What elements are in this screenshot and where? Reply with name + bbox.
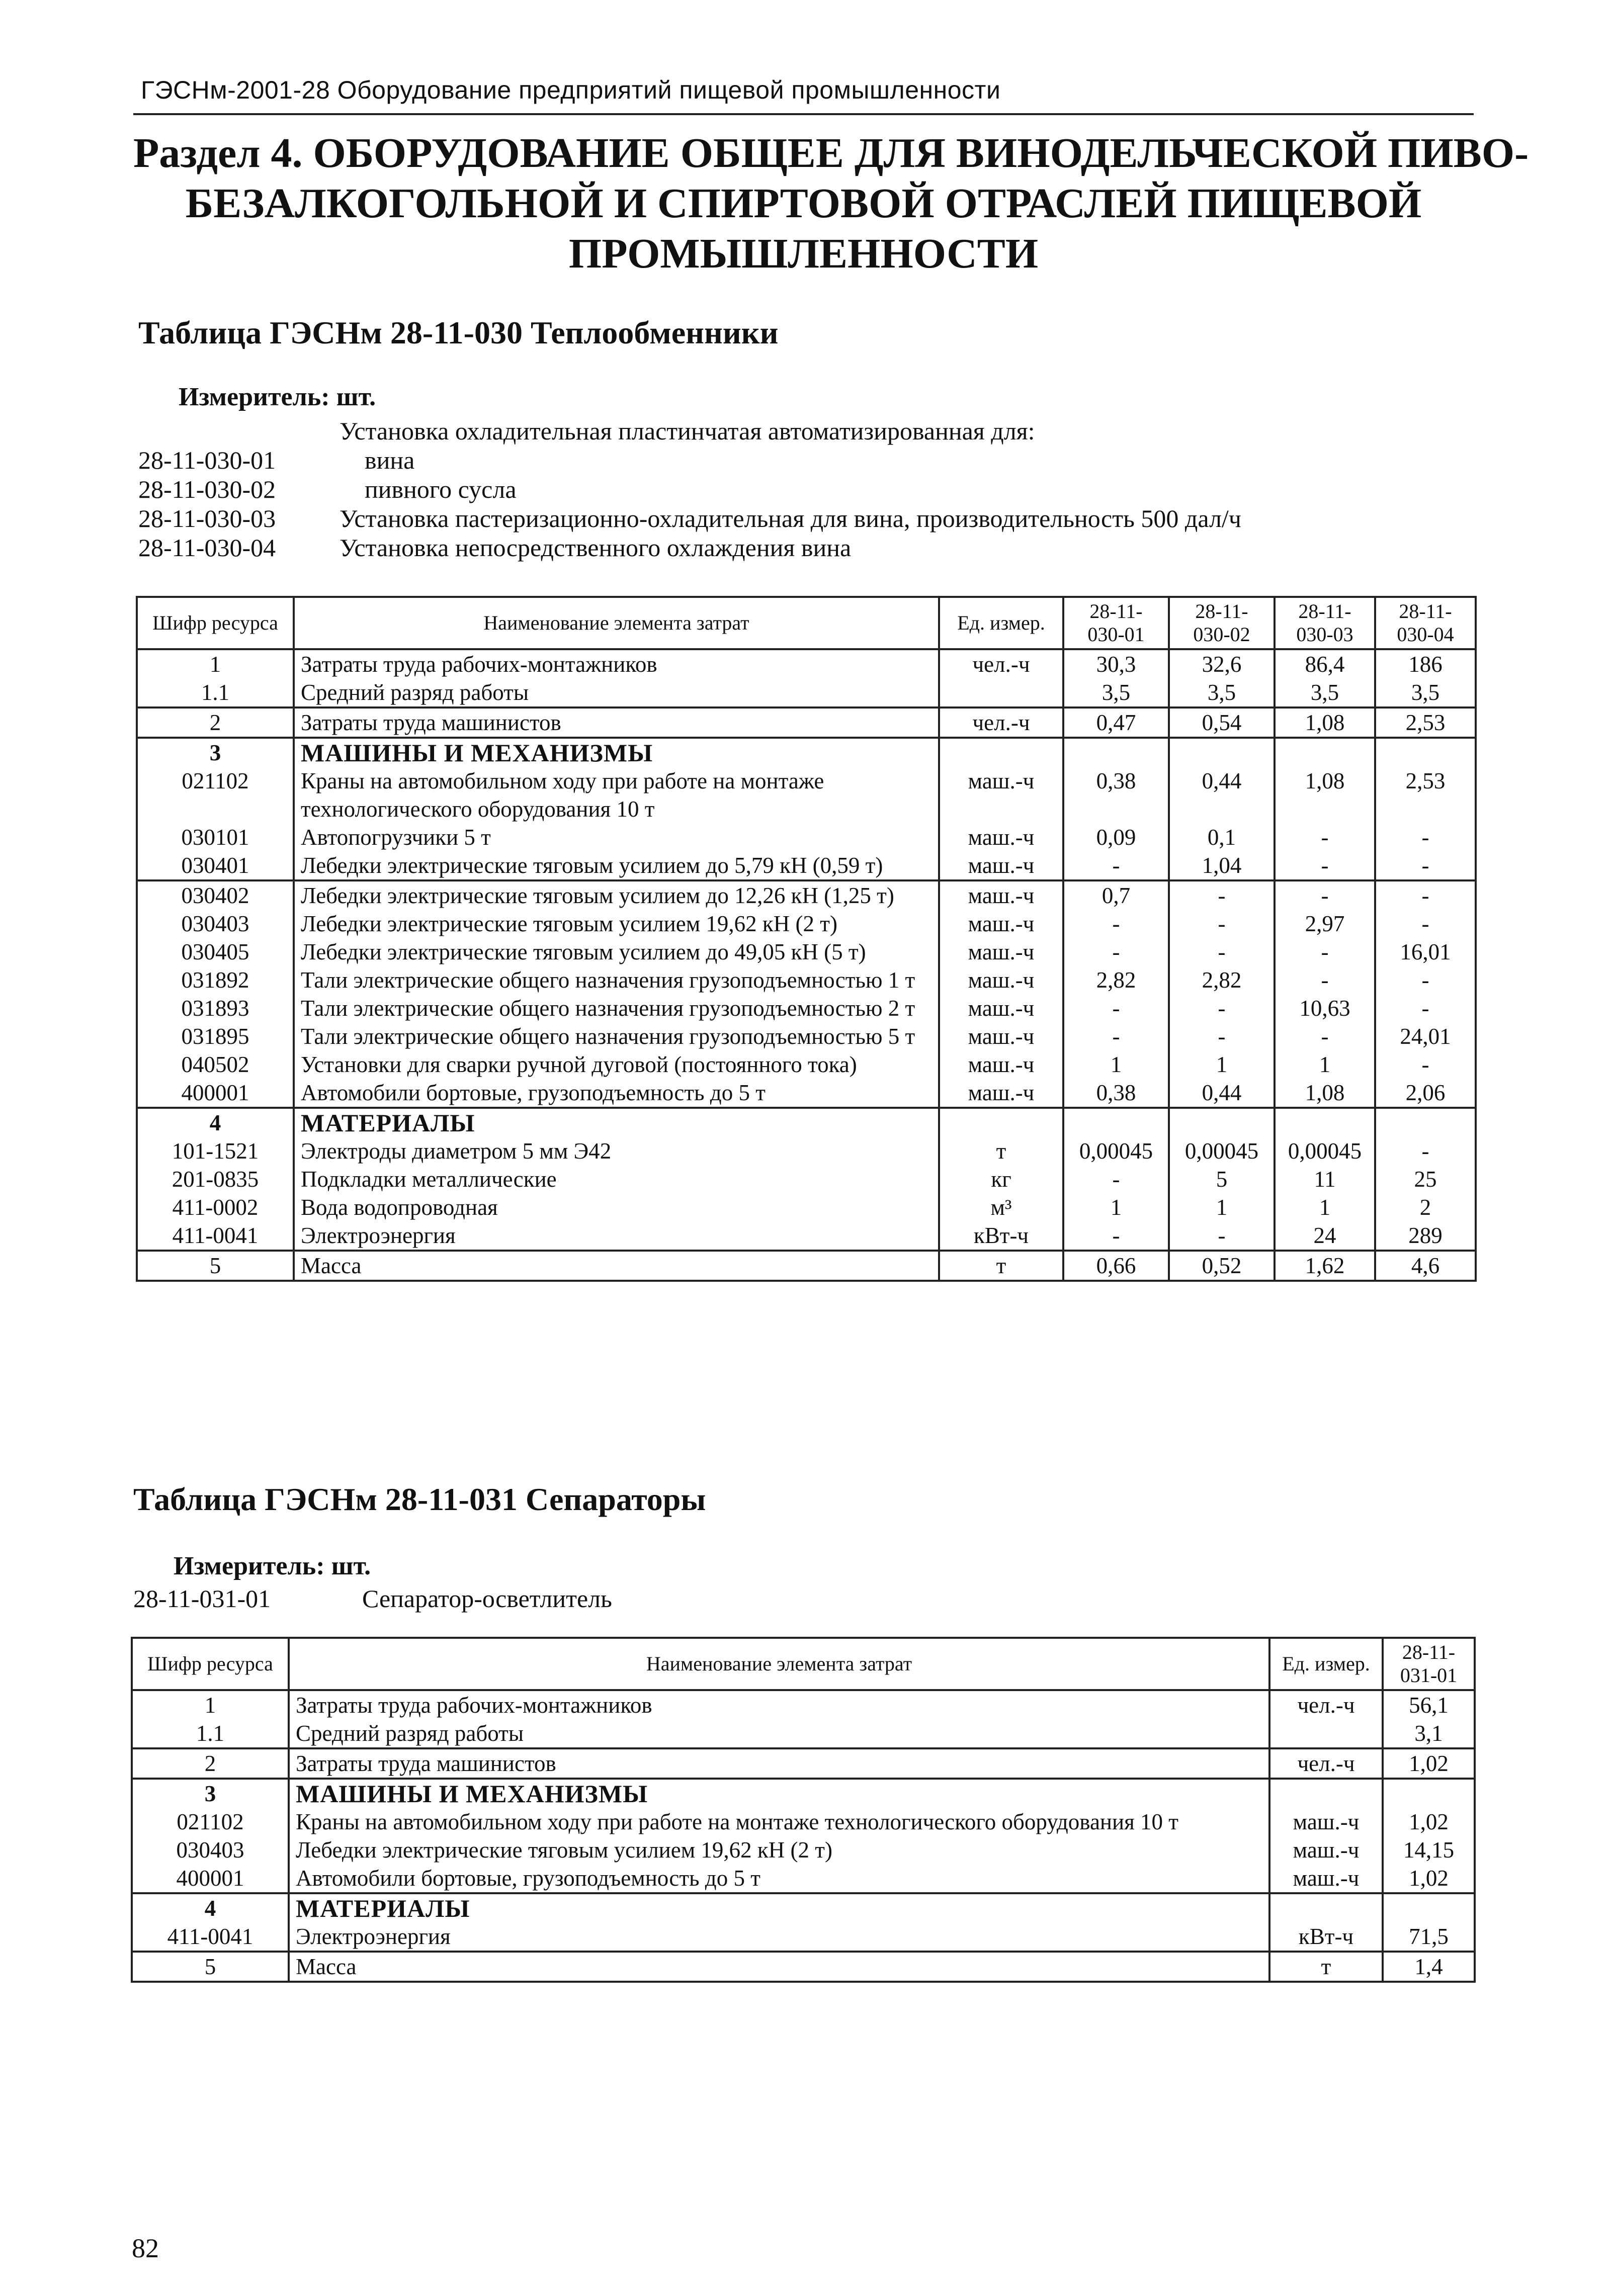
resource-value: 25 xyxy=(1375,1165,1476,1193)
resource-value: 0,47 xyxy=(1063,708,1169,738)
column-header: Наименование элемента затрат xyxy=(294,597,939,649)
resource-unit xyxy=(1269,1779,1383,1808)
definition-row xyxy=(138,504,1471,533)
resource-unit: маш.-ч xyxy=(1269,1808,1383,1836)
resource-value: - xyxy=(1375,966,1476,994)
resource-value: - xyxy=(1375,880,1476,910)
resource-name: МАТЕРИАЛЫ xyxy=(289,1893,1269,1922)
resource-value: 186 xyxy=(1375,649,1476,678)
resource-value: 1,08 xyxy=(1275,708,1375,738)
table-row xyxy=(137,1221,1476,1251)
category-row xyxy=(132,1893,1475,1922)
resource-value: - xyxy=(1169,1022,1275,1050)
resource-name: Лебедки электрические тяговым усилием до 49,05 кН (5 т) xyxy=(294,938,939,966)
resource-value: - xyxy=(1375,823,1476,851)
resource-code: 3 xyxy=(132,1779,289,1808)
resource-unit: маш.-ч xyxy=(1269,1836,1383,1864)
resource-value: 16,01 xyxy=(1375,938,1476,966)
column-header: 28-11- 031-01 xyxy=(1383,1638,1475,1690)
resource-code: 411-0002 xyxy=(137,1193,294,1221)
table-row xyxy=(137,678,1476,708)
resource-name: Лебедки электрические тяговым усилием 19,62 кН (2 т) xyxy=(294,910,939,938)
table-row xyxy=(132,1922,1475,1952)
table-row xyxy=(137,1193,1476,1221)
resource-name: Краны на автомобильном ходу при работе на монтаже технологического оборудования 10 т xyxy=(289,1808,1269,1836)
resource-value: - xyxy=(1375,851,1476,880)
resource-value: 1 xyxy=(1275,1193,1375,1221)
resource-value: - xyxy=(1063,910,1169,938)
resource-value xyxy=(1063,1108,1169,1137)
resource-value: 1 xyxy=(1063,1193,1169,1221)
resource-name: Лебедки электрические тяговым усилием 19,62 кН (2 т) xyxy=(289,1836,1269,1864)
resource-unit xyxy=(1269,1719,1383,1748)
resource-name: Средний разряд работы xyxy=(294,678,939,708)
resource-value: - xyxy=(1375,1137,1476,1165)
resource-name: Масса xyxy=(294,1251,939,1281)
resource-value xyxy=(1169,1108,1275,1137)
resource-value: 32,6 xyxy=(1169,649,1275,678)
definition-text: вина xyxy=(365,446,415,474)
resource-value: 0,66 xyxy=(1063,1251,1169,1281)
resource-name: Подкладки металлические xyxy=(294,1165,939,1193)
resource-unit: маш.-ч xyxy=(939,880,1063,910)
table2-meter: Измеритель: шт. xyxy=(174,1552,371,1580)
resource-value xyxy=(1275,738,1375,767)
definition-row xyxy=(138,475,1471,504)
resource-code: 1.1 xyxy=(137,678,294,708)
resource-unit: маш.-ч xyxy=(939,994,1063,1022)
resource-value: 289 xyxy=(1375,1221,1476,1251)
table-row xyxy=(137,1251,1476,1281)
resource-name: Затраты труда машинистов xyxy=(289,1748,1269,1779)
resource-value: - xyxy=(1169,880,1275,910)
table2-definitions xyxy=(133,1584,1466,1613)
resource-code: 4 xyxy=(137,1108,294,1137)
resource-code: 400001 xyxy=(137,1079,294,1108)
resource-value: 1 xyxy=(1275,1050,1375,1079)
resource-value: - xyxy=(1169,910,1275,938)
resource-name: МАШИНЫ И МЕХАНИЗМЫ xyxy=(294,738,939,767)
resource-value: - xyxy=(1275,1022,1375,1050)
table-row xyxy=(132,1748,1475,1779)
resource-unit: кг xyxy=(939,1165,1063,1193)
resource-value: - xyxy=(1063,938,1169,966)
resource-value: 3,5 xyxy=(1063,678,1169,708)
column-header: 28-11- 030-03 xyxy=(1275,597,1375,649)
column-header: 28-11- 030-01 xyxy=(1063,597,1169,649)
resource-value: 1 xyxy=(1169,1193,1275,1221)
resource-value: 1,08 xyxy=(1275,767,1375,823)
resource-name: Затраты труда рабочих-монтажников xyxy=(294,649,939,678)
running-header: ГЭСНм-2001-28 Оборудование предприятий пищевой промышленности xyxy=(141,76,1001,104)
resource-value xyxy=(1383,1893,1475,1922)
resource-value: 0,38 xyxy=(1063,767,1169,823)
resource-value: 11 xyxy=(1275,1165,1375,1193)
column-header: 28-11- 030-04 xyxy=(1375,597,1476,649)
resource-unit: маш.-ч xyxy=(939,1079,1063,1108)
resource-value: 10,63 xyxy=(1275,994,1375,1022)
resource-name: Затраты труда рабочих-монтажников xyxy=(289,1690,1269,1719)
resource-value: - xyxy=(1275,966,1375,994)
table1-header-row xyxy=(137,597,1476,649)
resource-value: 56,1 xyxy=(1383,1690,1475,1719)
resource-unit: т xyxy=(939,1137,1063,1165)
resource-value: 1 xyxy=(1169,1050,1275,1079)
resource-unit: маш.-ч xyxy=(939,966,1063,994)
resource-code: 1 xyxy=(132,1690,289,1719)
table2-resources xyxy=(131,1637,1476,1983)
resource-name: Тали электрические общего назначения грузоподъемностью 1 т xyxy=(294,966,939,994)
definition-row xyxy=(133,1584,1466,1613)
resource-value: 5 xyxy=(1169,1165,1275,1193)
table-row xyxy=(132,1836,1475,1864)
definition-text: пивного сусла xyxy=(365,475,517,503)
table-row xyxy=(132,1952,1475,1982)
resource-code: 031895 xyxy=(137,1022,294,1050)
resource-code: 030101 xyxy=(137,823,294,851)
table-row xyxy=(132,1719,1475,1748)
table-row xyxy=(137,994,1476,1022)
column-header: Шифр ресурса xyxy=(137,597,294,649)
resource-unit xyxy=(1269,1893,1383,1922)
table2-heading: Таблица ГЭСНм 28-11-031 Сепараторы xyxy=(133,1481,706,1517)
resource-name: Средний разряд работы xyxy=(289,1719,1269,1748)
resource-unit: чел.-ч xyxy=(939,649,1063,678)
resource-value: - xyxy=(1169,938,1275,966)
resource-value: - xyxy=(1375,994,1476,1022)
resource-value xyxy=(1063,738,1169,767)
table-row xyxy=(132,1864,1475,1893)
resource-code: 2 xyxy=(137,708,294,738)
definition-text: Установка охладительная пластинчатая автоматизированная для: xyxy=(340,417,1035,445)
resource-value: - xyxy=(1169,994,1275,1022)
definition-text: Установка непосредственного охлаждения вина xyxy=(340,534,852,562)
definition-code: 28-11-030-01 xyxy=(138,446,276,474)
table1-resources xyxy=(136,596,1477,1282)
column-header: Ед. измер. xyxy=(939,597,1063,649)
page-number: 82 xyxy=(132,2233,159,2263)
resource-value: 71,5 xyxy=(1383,1922,1475,1952)
resource-code: 400001 xyxy=(132,1864,289,1893)
resource-value: 0,7 xyxy=(1063,880,1169,910)
resource-code: 030405 xyxy=(137,938,294,966)
table-row xyxy=(137,880,1476,910)
resource-name: Тали электрические общего назначения грузоподъемностью 5 т xyxy=(294,1022,939,1050)
resource-code: 3 xyxy=(137,738,294,767)
resource-code: 031893 xyxy=(137,994,294,1022)
resource-value: 0,44 xyxy=(1169,1079,1275,1108)
resource-unit: маш.-ч xyxy=(939,1050,1063,1079)
resource-value: 1,02 xyxy=(1383,1808,1475,1836)
definition-code: 28-11-030-03 xyxy=(138,504,276,533)
definition-text: Установка пастеризационно-охладительная для вина, производительность 500 дал/ч xyxy=(340,504,1241,533)
resource-code: 030403 xyxy=(132,1836,289,1864)
table2-header-row xyxy=(132,1638,1475,1690)
resource-value: 1,62 xyxy=(1275,1251,1375,1281)
resource-value: - xyxy=(1275,851,1375,880)
resource-code: 1.1 xyxy=(132,1719,289,1748)
resource-code: 411-0041 xyxy=(137,1221,294,1251)
resource-value: - xyxy=(1375,910,1476,938)
resource-unit: кВт-ч xyxy=(939,1221,1063,1251)
resource-name: Электроды диаметром 5 мм Э42 xyxy=(294,1137,939,1165)
resource-unit: маш.-ч xyxy=(939,767,1063,823)
resource-value: 1 xyxy=(1063,1050,1169,1079)
column-header: 28-11- 030-02 xyxy=(1169,597,1275,649)
resource-value: 1,02 xyxy=(1383,1864,1475,1893)
resource-value: 30,3 xyxy=(1063,649,1169,678)
resource-value: - xyxy=(1169,1221,1275,1251)
resource-name: Автомобили бортовые, грузоподъемность до 5 т xyxy=(289,1864,1269,1893)
resource-value: 24 xyxy=(1275,1221,1375,1251)
resource-value: 0,09 xyxy=(1063,823,1169,851)
resource-value: 4,6 xyxy=(1375,1251,1476,1281)
resource-value xyxy=(1169,738,1275,767)
resource-value: - xyxy=(1063,851,1169,880)
resource-value: 0,38 xyxy=(1063,1079,1169,1108)
resource-name: Затраты труда машинистов xyxy=(294,708,939,738)
resource-value: 24,01 xyxy=(1375,1022,1476,1050)
resource-value: 0,00045 xyxy=(1169,1137,1275,1165)
resource-value: 2 xyxy=(1375,1193,1476,1221)
resource-code: 021102 xyxy=(137,767,294,823)
resource-unit xyxy=(939,678,1063,708)
resource-value: 3,1 xyxy=(1383,1719,1475,1748)
resource-unit: маш.-ч xyxy=(1269,1864,1383,1893)
resource-name: Установки для сварки ручной дуговой (постоянного тока) xyxy=(294,1050,939,1079)
table-row xyxy=(137,823,1476,851)
resource-value: - xyxy=(1063,994,1169,1022)
table1-definitions xyxy=(138,416,1471,562)
resource-value: 2,82 xyxy=(1063,966,1169,994)
resource-value: 1,04 xyxy=(1169,851,1275,880)
resource-name: Тали электрические общего назначения грузоподъемностью 2 т xyxy=(294,994,939,1022)
resource-value xyxy=(1375,1108,1476,1137)
resource-unit: чел.-ч xyxy=(1269,1690,1383,1719)
table-row xyxy=(137,1022,1476,1050)
resource-unit: маш.-ч xyxy=(939,851,1063,880)
resource-code: 031892 xyxy=(137,966,294,994)
resource-value: 0,54 xyxy=(1169,708,1275,738)
table1-meter: Измеритель: шт. xyxy=(179,383,376,411)
resource-value: 0,00045 xyxy=(1275,1137,1375,1165)
resource-unit: кВт-ч xyxy=(1269,1922,1383,1952)
resource-unit: маш.-ч xyxy=(939,1022,1063,1050)
resource-name: МАШИНЫ И МЕХАНИЗМЫ xyxy=(289,1779,1269,1808)
section-title-line: Раздел 4. ОБОРУДОВАНИЕ ОБЩЕЕ ДЛЯ ВИНОДЕЛЬЧЕСКОЙ ПИВО- xyxy=(133,130,1529,176)
resource-unit: маш.-ч xyxy=(939,823,1063,851)
resource-unit: маш.-ч xyxy=(939,938,1063,966)
definition-text: Сепаратор-осветлитель xyxy=(362,1584,612,1613)
resource-value: 2,06 xyxy=(1375,1079,1476,1108)
definition-code: 28-11-030-02 xyxy=(138,475,276,503)
resource-unit: чел.-ч xyxy=(939,708,1063,738)
resource-code: 5 xyxy=(137,1251,294,1281)
resource-unit xyxy=(939,738,1063,767)
column-header: Шифр ресурса xyxy=(132,1638,289,1690)
definition-row xyxy=(138,446,1471,475)
resource-unit xyxy=(939,1108,1063,1137)
section-title xyxy=(133,128,1529,279)
table-row xyxy=(137,1079,1476,1108)
resource-name: МАТЕРИАЛЫ xyxy=(294,1108,939,1137)
resource-value: 0,1 xyxy=(1169,823,1275,851)
table-row xyxy=(137,708,1476,738)
table-row xyxy=(132,1690,1475,1719)
resource-value: 3,5 xyxy=(1169,678,1275,708)
resource-value: - xyxy=(1275,823,1375,851)
category-row xyxy=(132,1779,1475,1808)
definition-row xyxy=(138,416,1471,446)
table-row xyxy=(137,767,1476,823)
category-row xyxy=(137,738,1476,767)
resource-name: Краны на автомобильном ходу при работе на монтаже технологического оборудования 10 т xyxy=(294,767,939,823)
resource-code: 4 xyxy=(132,1893,289,1922)
resource-name: Лебедки электрические тяговым усилием до 12,26 кН (1,25 т) xyxy=(294,880,939,910)
resource-code: 1 xyxy=(137,649,294,678)
resource-value: 0,44 xyxy=(1169,767,1275,823)
resource-value: 1,02 xyxy=(1383,1748,1475,1779)
resource-value: 1,08 xyxy=(1275,1079,1375,1108)
resource-name: Электроэнергия xyxy=(294,1221,939,1251)
resource-value xyxy=(1383,1779,1475,1808)
resource-value: - xyxy=(1275,938,1375,966)
resource-value: 14,15 xyxy=(1383,1836,1475,1864)
resource-name: Автопогрузчики 5 т xyxy=(294,823,939,851)
resource-value: 2,82 xyxy=(1169,966,1275,994)
resource-code: 030403 xyxy=(137,910,294,938)
definition-code: 28-11-030-04 xyxy=(138,534,276,562)
resource-code: 021102 xyxy=(132,1808,289,1836)
resource-value: 2,97 xyxy=(1275,910,1375,938)
table-row xyxy=(137,910,1476,938)
column-header: Ед. измер. xyxy=(1269,1638,1383,1690)
resource-unit: т xyxy=(939,1251,1063,1281)
resource-code: 101-1521 xyxy=(137,1137,294,1165)
resource-unit: маш.-ч xyxy=(939,910,1063,938)
column-header: Наименование элемента затрат xyxy=(289,1638,1269,1690)
category-row xyxy=(137,1108,1476,1137)
table-row xyxy=(137,938,1476,966)
resource-code: 5 xyxy=(132,1952,289,1982)
resource-value: - xyxy=(1063,1165,1169,1193)
resource-value xyxy=(1375,738,1476,767)
table-row xyxy=(137,851,1476,880)
resource-code: 2 xyxy=(132,1748,289,1779)
resource-value: 2,53 xyxy=(1375,767,1476,823)
section-title-line: БЕЗАЛКОГОЛЬНОЙ И СПИРТОВОЙ ОТРАСЛЕЙ ПИЩЕВОЙ xyxy=(185,180,1422,227)
resource-code: 411-0041 xyxy=(132,1922,289,1952)
resource-code: 040502 xyxy=(137,1050,294,1079)
resource-unit: м³ xyxy=(939,1193,1063,1221)
resource-value: 0,52 xyxy=(1169,1251,1275,1281)
resource-value: - xyxy=(1063,1022,1169,1050)
resource-code: 030401 xyxy=(137,851,294,880)
resource-value: - xyxy=(1063,1221,1169,1251)
resource-name: Масса xyxy=(289,1952,1269,1982)
table-row xyxy=(137,1137,1476,1165)
resource-value: 3,5 xyxy=(1275,678,1375,708)
resource-value xyxy=(1275,1108,1375,1137)
table-row xyxy=(137,649,1476,678)
section-title-line: ПРОМЫШЛЕННОСТИ xyxy=(568,230,1039,277)
definition-row xyxy=(138,533,1471,562)
table-row xyxy=(137,1165,1476,1193)
resource-name: Электроэнергия xyxy=(289,1922,1269,1952)
resource-name: Вода водопроводная xyxy=(294,1193,939,1221)
resource-name: Лебедки электрические тяговым усилием до 5,79 кН (0,59 т) xyxy=(294,851,939,880)
resource-value: 0,00045 xyxy=(1063,1137,1169,1165)
resource-value: - xyxy=(1275,880,1375,910)
resource-value: 1,4 xyxy=(1383,1952,1475,1982)
table1-heading: Таблица ГЭСНм 28-11-030 Теплообменники xyxy=(138,315,779,350)
resource-unit: т xyxy=(1269,1952,1383,1982)
table-row xyxy=(132,1808,1475,1836)
table-row xyxy=(137,1050,1476,1079)
resource-name: Автомобили бортовые, грузоподъемность до 5 т xyxy=(294,1079,939,1108)
table-row xyxy=(137,966,1476,994)
resource-value: 2,53 xyxy=(1375,708,1476,738)
resource-value: - xyxy=(1375,1050,1476,1079)
resource-value: 86,4 xyxy=(1275,649,1375,678)
resource-unit: чел.-ч xyxy=(1269,1748,1383,1779)
resource-value: 3,5 xyxy=(1375,678,1476,708)
resource-code: 030402 xyxy=(137,880,294,910)
resource-code: 201-0835 xyxy=(137,1165,294,1193)
header-rule xyxy=(133,113,1474,115)
definition-code: 28-11-031-01 xyxy=(133,1584,271,1613)
